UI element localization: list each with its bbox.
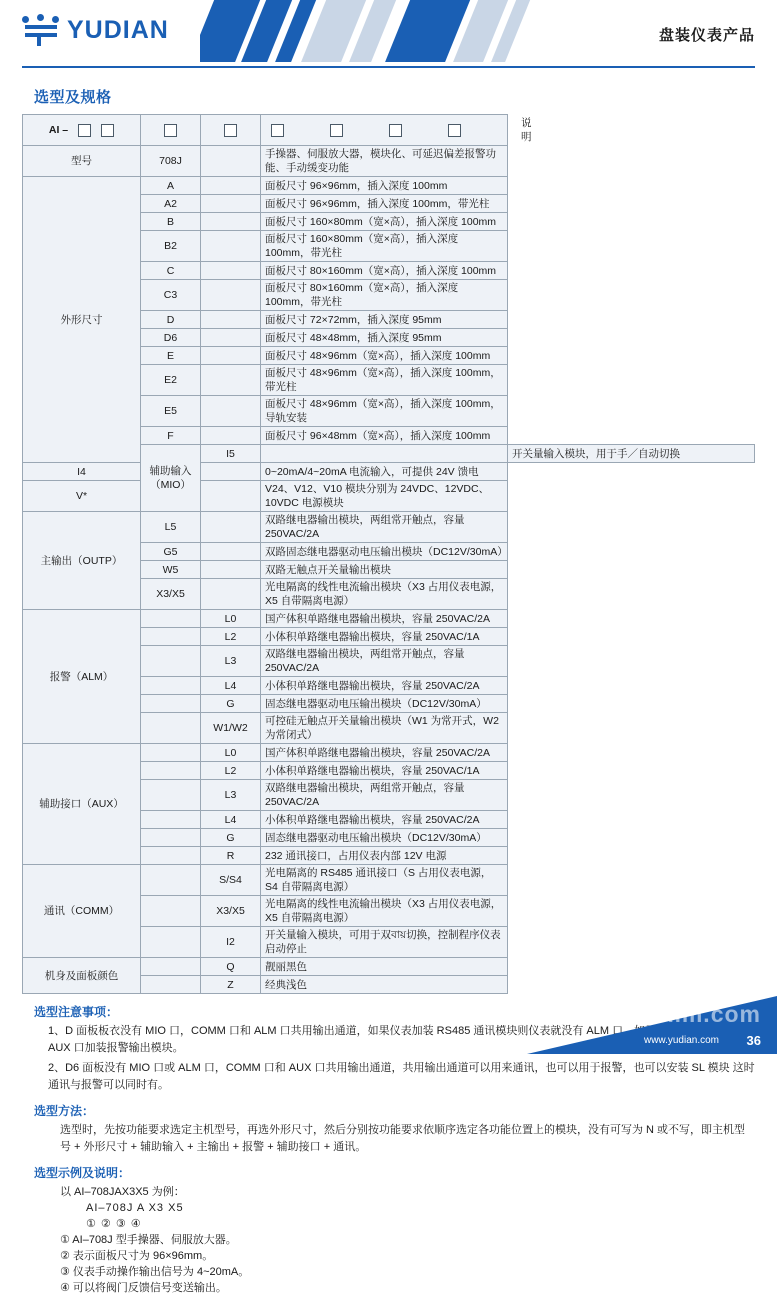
code-box xyxy=(224,124,237,137)
row-code-col2 xyxy=(141,976,201,994)
row-description: 面板尺寸 72×72mm，插入深度 95mm xyxy=(261,311,508,329)
code-box xyxy=(101,124,114,137)
brand-name: YUDIAN xyxy=(67,15,169,44)
row-group-label: 辅助接口（AUX） xyxy=(23,744,141,865)
row-description: 双路继电器输出模块，两组常开触点，容量 250VAC/2A xyxy=(261,646,508,677)
page-number: 36 xyxy=(746,1033,761,1048)
row-description: 面板尺寸 160×80mm（宽×高），插入深度 100mm xyxy=(261,213,508,231)
row-description: 面板尺寸 48×96mm（宽×高），插入深度 100mm xyxy=(261,347,508,365)
row-description: 国产体积单路继电器输出模块，容量 250VAC/2A xyxy=(261,610,508,628)
row-code-col3 xyxy=(201,561,261,579)
example-numbers: ① ② ③ ④ xyxy=(86,1218,142,1230)
row-code-col2 xyxy=(141,896,201,927)
row-code-col3: Z xyxy=(201,976,261,994)
row-description: 固态继电器驱动电压输出模块（DC12V/30mA） xyxy=(261,695,508,713)
row-code-col2: D6 xyxy=(141,329,201,347)
row-group-label: 外形尺寸 xyxy=(23,177,141,463)
row-group-label: 通讯（COMM） xyxy=(23,865,141,958)
row-description: 开关量输入模块，可用于双বায়切换，控制程序仪表启动停止 xyxy=(261,927,508,958)
row-code-col2: C xyxy=(141,262,201,280)
row-code-col3: G xyxy=(201,695,261,713)
table-row xyxy=(23,865,755,896)
row-code-col2: X3/X5 xyxy=(141,579,201,610)
row-code-col3: W1/W2 xyxy=(201,713,261,744)
table-row xyxy=(23,958,755,976)
row-code-col3 xyxy=(201,213,261,231)
example-block xyxy=(34,1184,755,1296)
row-code-col2: C3 xyxy=(141,280,201,311)
footer-url: www.yudian.com xyxy=(643,1035,719,1046)
row-code-col3: L2 xyxy=(201,628,261,646)
row-description: 面板尺寸 96×96mm，插入深度 100mm，带光柱 xyxy=(261,195,508,213)
table-row xyxy=(23,463,755,481)
row-code-col2 xyxy=(141,927,201,958)
page-footer xyxy=(0,996,777,1054)
row-code-col2: D xyxy=(141,311,201,329)
code-box xyxy=(78,124,91,137)
row-code-col2: E2 xyxy=(141,365,201,396)
row-code-col2 xyxy=(141,829,201,847)
spec-table-body xyxy=(23,115,755,994)
code-box xyxy=(164,124,177,137)
example-code: AI–708J A X3 X5 xyxy=(86,1202,184,1214)
row-code-col2: A2 xyxy=(141,195,201,213)
row-code-col2 xyxy=(141,695,201,713)
header-rule xyxy=(22,66,755,68)
row-code-col2: E xyxy=(141,347,201,365)
row-description: 光电隔离的线性电流输出模块（X3 占用仪表电源，X5 自带隔离电源） xyxy=(261,579,508,610)
example-item: ③ 仪表手动操作输出信号为 4~20mA。 xyxy=(60,1266,250,1278)
row-description: 面板尺寸 48×96mm（宽×高），插入深度 100mm，导轨安装 xyxy=(261,396,508,427)
code-boxes-row xyxy=(23,115,755,146)
note-item: 1、D 面板板衣没有 MIO 口，COMM 口和 ALM 口共用输出通道，如果仪表加装 RS485 通讯模块则仪表就没有 ALM 口，如需要报警功能可以在 AUX 口加装报警输出模块。 xyxy=(48,1025,745,1054)
page-header xyxy=(0,0,777,74)
table-row xyxy=(23,610,755,628)
row-code-col3 xyxy=(201,463,261,481)
row-code-col2: E5 xyxy=(141,396,201,427)
row-description: 小体积单路继电器输出模块，容量 250VAC/2A xyxy=(261,677,508,695)
row-code-col3 xyxy=(201,396,261,427)
example-item: ④ 可以将阀门反馈信号变送输出。 xyxy=(60,1282,227,1294)
row-description: 面板尺寸 96×48mm（宽×高），插入深度 100mm xyxy=(261,427,508,445)
row-code-col3: L3 xyxy=(201,646,261,677)
row-group-label: 机身及面板颜色 xyxy=(23,958,141,994)
row-code-col3 xyxy=(201,177,261,195)
row-description: V24、V12、V10 模块分别为 24VDC、12VDC、10VDC 电源模块 xyxy=(261,481,508,512)
row-group-label: 型号 xyxy=(23,146,141,177)
yudian-mark-icon xyxy=(22,14,60,46)
header-title: 盘装仪表产品 xyxy=(658,27,755,44)
row-description: 固态继电器驱动电压输出模块（DC12V/30mA） xyxy=(261,829,508,847)
row-code-col2 xyxy=(141,847,201,865)
row-description: 国产体积单路继电器输出模块，容量 250VAC/2A xyxy=(261,744,508,762)
row-code-col3 xyxy=(201,329,261,347)
row-code-col3 xyxy=(201,146,261,177)
row-description: 光电隔离的线性电流输出模块（X3 占用仪表电源，X5 自带隔离电源） xyxy=(261,896,508,927)
example-lead: 以 AI–708JAX3X5 为例： xyxy=(60,1186,185,1198)
row-code-col3: Q xyxy=(201,958,261,976)
example-title: 选型示例及说明： xyxy=(34,1166,131,1180)
row-code-col3 xyxy=(201,280,261,311)
row-description: 手操器、伺服放大器，模块化、可延迟偏差报警功能、手动缓变功能 xyxy=(261,146,508,177)
note-item: 2、D6 面板没有 MIO 口或 ALM 口，COMM 口和 AUX 口共用输出通道，共用输出通道可以用来通讯，也可以用于报警，也可以安装 SL 模块 这时通讯与报警可以同时有。 xyxy=(48,1062,755,1091)
row-code-col3 xyxy=(201,427,261,445)
row-code-col3 xyxy=(201,481,261,512)
row-code-col2: B2 xyxy=(141,231,201,262)
row-description: 面板尺寸 160×80mm（宽×高），插入深度 100mm，带光柱 xyxy=(261,231,508,262)
row-description: 开关量输入模块，用于手／自动切换 xyxy=(508,445,755,463)
row-code-col2 xyxy=(141,762,201,780)
row-code-col2 xyxy=(141,713,201,744)
row-code-col3 xyxy=(201,262,261,280)
row-code-col2 xyxy=(141,610,201,628)
row-code-col2 xyxy=(141,811,201,829)
row-code-col2: G5 xyxy=(141,543,201,561)
row-description: 双路无触点开关量输出模块 xyxy=(261,561,508,579)
row-code-col3: G xyxy=(201,829,261,847)
row-description: 经典浅色 xyxy=(261,976,508,994)
row-description: 小体积单路继电器输出模块，容量 250VAC/1A xyxy=(261,762,508,780)
row-code-col2 xyxy=(141,628,201,646)
row-description: 光电隔离的 RS485 通讯接口（S 占用仪表电源，S4 自带隔离电源） xyxy=(261,865,508,896)
row-group-label: 报警（ALM） xyxy=(23,610,141,744)
row-group-label: 主输出（OUTP） xyxy=(23,512,141,610)
row-code-col3 xyxy=(201,512,261,543)
spec-table xyxy=(22,114,755,994)
code-box-cell xyxy=(141,115,201,146)
row-description: 小体积单路继电器输出模块，容量 250VAC/2A xyxy=(261,811,508,829)
spec-table-wrap xyxy=(22,114,755,994)
row-code-col2: I4 xyxy=(23,463,141,481)
row-code-col3: L4 xyxy=(201,811,261,829)
row-description: 面板尺寸 80×160mm（宽×高），插入深度 100mm，带光柱 xyxy=(261,280,508,311)
method-text: 选型时，先按功能要求选定主机型号，再选外形尺寸，然后分别按功能要求依顺序选定各功能位置上的模块，没有可写为 N 或不写，即主机型号 + 外形尺寸 + 辅助输入 + 主输出 + 报警 + 辅助接口 + 通讯。 xyxy=(60,1124,746,1153)
watermark: www.pszmm.com xyxy=(555,1001,761,1027)
row-description: 面板尺寸 48×96mm（宽×高），插入深度 100mm，带光柱 xyxy=(261,365,508,396)
row-code-col3: S/S4 xyxy=(201,865,261,896)
row-code-col3: L2 xyxy=(201,762,261,780)
row-description: 双路继电器输出模块，两组常开触点，容量 250VAC/2A xyxy=(261,512,508,543)
row-code-col2: A xyxy=(141,177,201,195)
brand-logo xyxy=(22,14,169,46)
row-description: 面板尺寸 80×160mm（宽×高），插入深度 100mm xyxy=(261,262,508,280)
row-description: 0~20mA/4~20mA 电流输入，可提供 24V 馈电 xyxy=(261,463,508,481)
row-code-col2 xyxy=(141,865,201,896)
row-code-col2 xyxy=(141,780,201,811)
row-code-col3 xyxy=(201,543,261,561)
row-code-col2: W5 xyxy=(141,561,201,579)
row-code-col2: 708J xyxy=(141,146,201,177)
section-title: 选型及规格 xyxy=(34,89,112,106)
row-code-col2: B xyxy=(141,213,201,231)
code-box-cell xyxy=(201,115,261,146)
row-description: 双路继电器输出模块，两组常开触点，容量 250VAC/2A xyxy=(261,780,508,811)
row-code-col3: L0 xyxy=(201,744,261,762)
row-code-col3: R xyxy=(201,847,261,865)
row-code-col3 xyxy=(201,231,261,262)
row-code-col3: L4 xyxy=(201,677,261,695)
row-description: 面板尺寸 48×48mm，插入深度 95mm xyxy=(261,329,508,347)
row-description: 可控硅无触点开关量输出模块（W1 为常开式，W2 为常闭式） xyxy=(261,713,508,744)
row-code-col2: L5 xyxy=(141,512,201,543)
table-row xyxy=(23,146,755,177)
example-item: ② 表示面板尺寸为 96×96mm。 xyxy=(60,1250,214,1262)
row-code-col3: L0 xyxy=(201,610,261,628)
row-code-col2 xyxy=(141,958,201,976)
row-code-col3 xyxy=(201,347,261,365)
row-description: 232 通讯接口，占用仪表内部 12V 电源 xyxy=(261,847,508,865)
code-box xyxy=(389,124,402,137)
desc-column-header: 说 明 xyxy=(521,117,532,143)
row-code-col3: L3 xyxy=(201,780,261,811)
code-prefix-cell xyxy=(23,115,141,146)
table-row xyxy=(23,512,755,543)
row-group-label: 辅助输入（MIO） xyxy=(141,445,201,512)
row-code-col3: X3/X5 xyxy=(201,896,261,927)
notes-title: 选型注意事项： xyxy=(34,1005,119,1019)
row-code-col3: I2 xyxy=(201,927,261,958)
row-code-col2: I5 xyxy=(201,445,261,463)
code-prefix: AI – xyxy=(48,124,69,136)
desc-header-cell xyxy=(261,115,532,146)
table-row xyxy=(23,177,755,195)
row-code-col3 xyxy=(201,311,261,329)
code-box xyxy=(448,124,461,137)
row-code-col3 xyxy=(201,579,261,610)
method-title: 选型方法： xyxy=(34,1104,95,1118)
table-row xyxy=(23,744,755,762)
row-description: 面板尺寸 96×96mm，插入深度 100mm xyxy=(261,177,508,195)
code-box xyxy=(330,124,343,137)
row-code-col2: V* xyxy=(23,481,141,512)
row-code-col3 xyxy=(201,195,261,213)
row-code-col3 xyxy=(201,365,261,396)
row-description: 小体积单路继电器输出模块，容量 250VAC/1A xyxy=(261,628,508,646)
row-code-col2: F xyxy=(141,427,201,445)
example-item: ① AI–708J 型手操器、伺服放大器。 xyxy=(60,1234,237,1246)
row-code-col2 xyxy=(141,677,201,695)
row-code-col2 xyxy=(141,744,201,762)
code-box xyxy=(271,124,284,137)
row-code-col2 xyxy=(141,646,201,677)
row-code-col3 xyxy=(261,445,508,463)
row-description: 靓丽黑色 xyxy=(261,958,508,976)
table-row xyxy=(23,481,755,512)
row-description: 双路固态继电器驱动电压输出模块（DC12V/30mA） xyxy=(261,543,508,561)
